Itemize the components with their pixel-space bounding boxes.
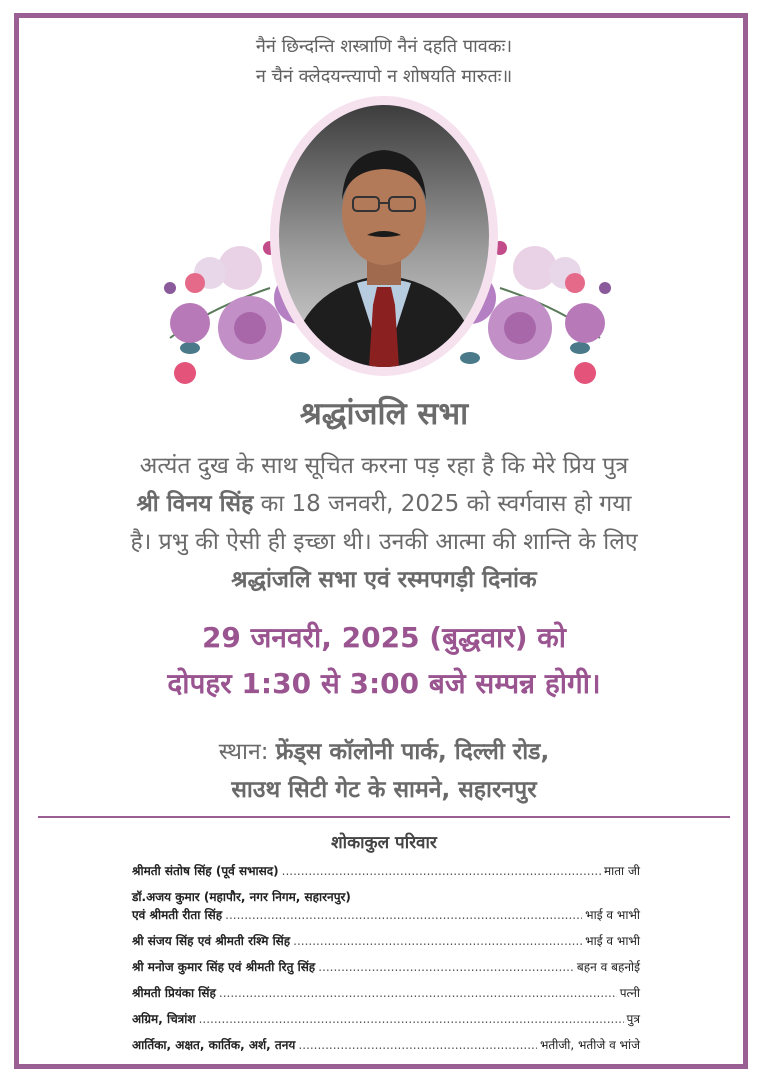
shloka-line-1: नैनं छिन्दन्ति शस्त्राणि नैनं दहति पावकः। <box>255 36 513 57</box>
message-line-4: श्रद्धांजलि सभा एवं रस्मपगड़ी दिनांक <box>231 567 537 593</box>
message-line-3: है। प्रभु की ऐसी ही इच्छा थी। उनकी आत्मा की शान्ति के लिए <box>130 529 638 555</box>
family-row <box>132 958 640 975</box>
family-member-relation: भतीजी, भतीजे व भांजे <box>539 1038 640 1052</box>
family-row <box>132 1010 640 1027</box>
page-title: श्रद्धांजलि सभा <box>299 396 469 432</box>
family-member-relation: बहन व बहनोई <box>576 960 640 974</box>
message-line-2-rest: का 18 जनवरी, 2025 को स्वर्गवास हो गया <box>260 491 632 517</box>
family-member-name: आर्तिका, अक्षत, कार्तिक, अर्श, तनय <box>132 1038 296 1052</box>
family-member-name-line1: डॉ.अजय कुमार (महापौर, नगर निगम, सहारनपुर) <box>132 890 351 904</box>
venue-address-1: फ्रेंड्स कॉलोनी पार्क, दिल्ली रोड, <box>275 739 550 765</box>
event-time: दोपहर 1:30 से 3:00 बजे सम्पन्न होगी। <box>167 667 601 700</box>
family-member-relation: पत्नी <box>619 986 640 1000</box>
family-member-relation: भाई व भाभी <box>585 908 640 922</box>
family-member-name: श्री मनोज कुमार सिंह एवं श्रीमती रितु सिंह <box>132 960 316 974</box>
message-line-1: अत्यंत दुख के साथ सूचित करना पड़ रहा है कि मेरे प्रिय पुत्र <box>139 453 629 479</box>
deceased-name: श्री विनय सिंह <box>136 491 254 517</box>
family-member-relation: भाई व भाभी <box>585 934 640 948</box>
family-row <box>132 862 640 879</box>
family-row <box>132 906 640 923</box>
shloka-line-2: न चैनं क्लेदयन्त्यापो न शोषयति मारुतः॥ <box>255 66 513 87</box>
venue-line-2: साउथ सिटी गेट के सामने, सहारनपुर <box>231 777 537 803</box>
section-divider <box>38 816 730 818</box>
family-row <box>132 1036 640 1053</box>
family-member-relation: पुत्र <box>626 1012 640 1026</box>
memorial-portrait-frame <box>270 96 498 376</box>
family-member-name: श्रीमती प्रियंका सिंह <box>132 986 216 1000</box>
venue-line-1 <box>0 734 768 766</box>
family-member-name: श्री संजय सिंह एवं श्रीमती रश्मि सिंह <box>132 934 291 948</box>
message-line-2 <box>52 486 716 518</box>
memorial-portrait-photo <box>279 105 489 367</box>
family-member-name: श्रीमती संतोष सिंह (पूर्व सभासद) <box>132 864 279 878</box>
family-member-relation: माता जी <box>603 864 640 878</box>
family-member-name: अग्रिम, चित्रांश <box>132 1012 196 1026</box>
family-row <box>132 932 640 949</box>
event-date: 29 जनवरी, 2025 (बुद्धवार) को <box>201 621 567 654</box>
family-title: शोकाकुल परिवार <box>331 833 437 853</box>
family-member-name: एवं श्रीमती रीता सिंह <box>132 908 223 922</box>
venue-label: स्थान: <box>218 739 269 765</box>
family-row <box>132 984 640 1001</box>
